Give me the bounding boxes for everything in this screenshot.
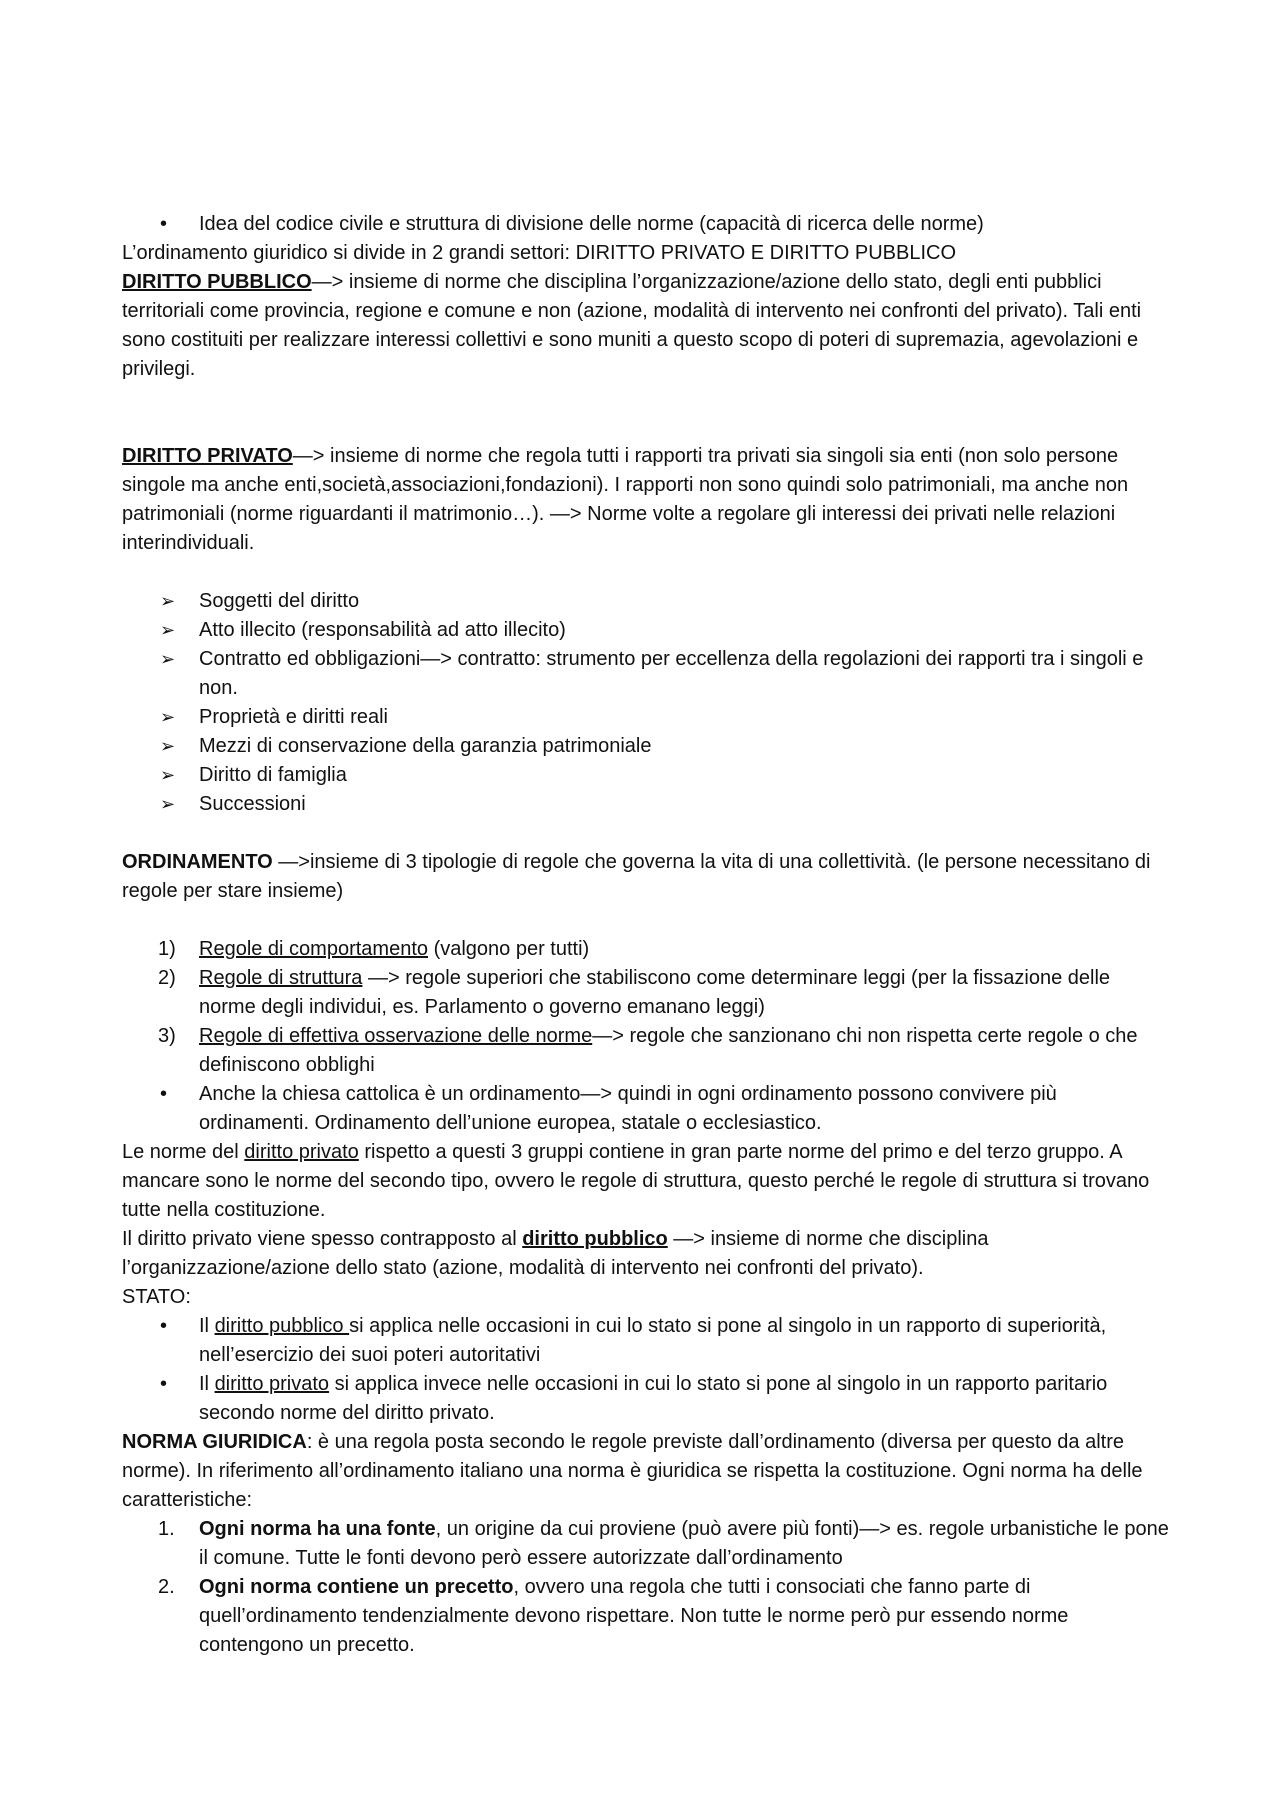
stato-post: si applica invece nelle occasioni in cui lo stato si pone al singolo in un rapporto paritario secondo norme del diritto privato. <box>199 1373 1108 1424</box>
topic-text: Atto illecito (responsabilità ad atto illecito) <box>199 619 566 641</box>
regola-title: Regole di effettiva osservazione delle norme <box>199 1025 593 1047</box>
regola-text: (valgono per tutti) <box>428 938 590 960</box>
arrow-bullet-icon: ➢ <box>160 707 176 727</box>
list-item <box>122 790 1172 819</box>
stato-post: si applica nelle occasioni in cui lo stato si pone al singolo in un rapporto di superiorità, nell’esercizio dei suoi poteri autoritativi <box>199 1315 1107 1366</box>
stato-pre: Il <box>199 1315 215 1337</box>
ordinamento-text: —>insieme di 3 tipologie di regole che governa la vita di una collettività. (le persone necessitano di regole per stare insieme) <box>122 851 1151 902</box>
arrow-bullet-icon: ➢ <box>160 765 176 785</box>
contrapposto-pre: Il diritto privato viene spesso contrapposto al <box>122 1228 523 1250</box>
diritto-privato-ref: diritto privato <box>214 1373 330 1395</box>
regola-text: —> regole che sanzionano chi non rispetta certe regole o che definiscono obblighi <box>199 1025 1138 1076</box>
list-item <box>122 645 1172 703</box>
topics-list <box>122 587 1172 819</box>
list-item <box>122 587 1172 616</box>
list-item <box>122 616 1172 645</box>
diritto-pubblico-ref: diritto pubblico <box>214 1315 350 1337</box>
list-item <box>122 1312 1172 1370</box>
norma-giuridica-text: : è una regola posta secondo le regole previste dall’ordinamento (diversa per questo da altre norme). In riferimento all’ordinamento italiano una norma è giuridica se rispetta la costituzione. Ogni norma ha delle caratteristiche: <box>122 1431 1143 1511</box>
caratteristica-text: , ovvero una regola che tutti i consociati che fanno parte di quell’ordinamento tendenzialmente devono rispettare. Non tutte le norme però pur essendo norme contengono un precetto. <box>199 1576 1069 1656</box>
intro-bullet-text: Idea del codice civile e struttura di divisione delle norme (capacità di ricerca delle norme) <box>199 213 984 235</box>
list-item <box>122 703 1172 732</box>
bullet-icon: • <box>160 1083 168 1105</box>
regole-list <box>122 935 1172 1138</box>
norme-paragraph <box>122 1138 1172 1225</box>
diritto-pubblico-ref: diritto pubblico <box>522 1228 668 1250</box>
chiesa-text: Anche la chiesa cattolica è un ordinamento—> quindi in ogni ordinamento possono convivere più ordinamenti. Ordinamento dell’unione europea, statale o ecclesiastico. <box>199 1083 1057 1134</box>
arrow-bullet-icon: ➢ <box>160 794 176 814</box>
list-item <box>122 1573 1172 1660</box>
topic-text: Mezzi di conservazione della garanzia patrimoniale <box>199 735 652 757</box>
list-number: 1) <box>158 938 176 960</box>
stato-label: STATO: <box>122 1286 191 1308</box>
caratteristiche-list <box>122 1515 1172 1660</box>
norma-giuridica-heading: NORMA GIURIDICA <box>122 1431 307 1453</box>
regola-text: —> regole superiori che stabiliscono come determinare leggi (per la fissazione delle norme degli individui, es. Parlamento o governo emanano leggi) <box>199 967 1111 1018</box>
topic-text: Soggetti del diritto <box>199 590 360 612</box>
arrow-bullet-icon: ➢ <box>160 736 176 756</box>
pubblico-paragraph <box>122 268 1172 384</box>
list-number: 1. <box>158 1518 175 1540</box>
list-number: 2. <box>158 1576 175 1598</box>
regola-title: Regole di comportamento <box>199 938 429 960</box>
list-item <box>122 732 1172 761</box>
list-item <box>122 1022 1172 1080</box>
list-item <box>122 1370 1172 1428</box>
topic-text: Proprietà e diritti reali <box>199 706 388 728</box>
ordinamento-heading: ORDINAMENTO <box>122 851 273 873</box>
list-item <box>122 935 1172 964</box>
contrapposto-post: —> insieme di norme che disciplina l’organizzazione/azione dello stato (azione, modalità di intervento nei confronti del privato). <box>122 1228 989 1279</box>
caratteristica-bold: Ogni norma ha una fonte <box>199 1518 436 1540</box>
caratteristica-text: , un origine da cui proviene (può avere più fonti)—> es. regole urbanistiche le pone il comune. Tutte le fonti devono però essere autorizzate dall’ordinamento <box>199 1518 1169 1569</box>
diritto-privato-ref: diritto privato <box>244 1141 359 1163</box>
arrow-bullet-icon: ➢ <box>160 649 176 669</box>
topic-text: Successioni <box>199 793 306 815</box>
pubblico-text: —> insieme di norme che disciplina l’organizzazione/azione dello stato, degli enti pubblici territoriali come provincia, regione e comune e non (azione, modalità di intervento nei confronti del privato). Tali enti sono costituiti per realizzare interessi collettivi e sono muniti a questo scopo di poteri di supremazia, agevolazioni e privilegi. <box>122 271 1142 380</box>
topic-text: Diritto di famiglia <box>199 764 347 786</box>
bullet-icon: • <box>160 213 168 235</box>
stato-list <box>122 1312 1172 1428</box>
norme-post: rispetto a questi 3 gruppi contiene in gran parte norme del primo e del terzo gruppo. A mancare sono le norme del secondo tipo, ovvero le regole di struttura, questo perché le regole di struttura si trovano tutte nella costituzione. <box>122 1141 1150 1221</box>
arrow-bullet-icon: ➢ <box>160 620 176 640</box>
contrapposto-paragraph <box>122 1225 1172 1283</box>
privato-text: —> insieme di norme che regola tutti i rapporti tra privati sia singoli sia enti (non solo persone singole ma anche enti,società,associazioni,fondazioni). I rapporti non sono quindi solo patrimoniali, ma anche non patrimoniali (norme riguardanti il matrimonio…). —> Norme volte a regolare gli interessi dei privati nelle relazioni interindividuali. <box>122 445 1129 554</box>
list-number: 2) <box>158 967 176 989</box>
arrow-bullet-icon: ➢ <box>160 591 176 611</box>
list-item <box>122 1080 1172 1138</box>
caratteristica-bold: Ogni norma contiene un precetto <box>199 1576 514 1598</box>
bullet-icon: • <box>160 1373 168 1395</box>
list-item <box>122 964 1172 1022</box>
bullet-icon: • <box>160 1315 168 1337</box>
norma-giuridica-paragraph <box>122 1428 1172 1515</box>
regola-title: Regole di struttura <box>199 967 363 989</box>
topic-text: Contratto ed obbligazioni—> contratto: strumento per eccellenza della regolazioni dei rapporti tra i singoli e non. <box>199 648 1144 699</box>
list-item <box>122 1515 1172 1573</box>
list-item <box>122 761 1172 790</box>
list-number: 3) <box>158 1025 176 1047</box>
intro-line: L’ordinamento giuridico si divide in 2 grandi settori: DIRITTO PRIVATO E DIRITTO PUBBLICO <box>122 242 957 264</box>
norme-pre: Le norme del <box>122 1141 245 1163</box>
privato-paragraph <box>122 442 1172 558</box>
ordinamento-paragraph <box>122 848 1172 906</box>
privato-heading: DIRITTO PRIVATO <box>122 445 293 467</box>
document-page <box>122 210 1172 1660</box>
pubblico-heading: DIRITTO PUBBLICO <box>122 271 312 293</box>
stato-pre: Il <box>199 1373 215 1395</box>
list-item <box>122 210 1172 239</box>
